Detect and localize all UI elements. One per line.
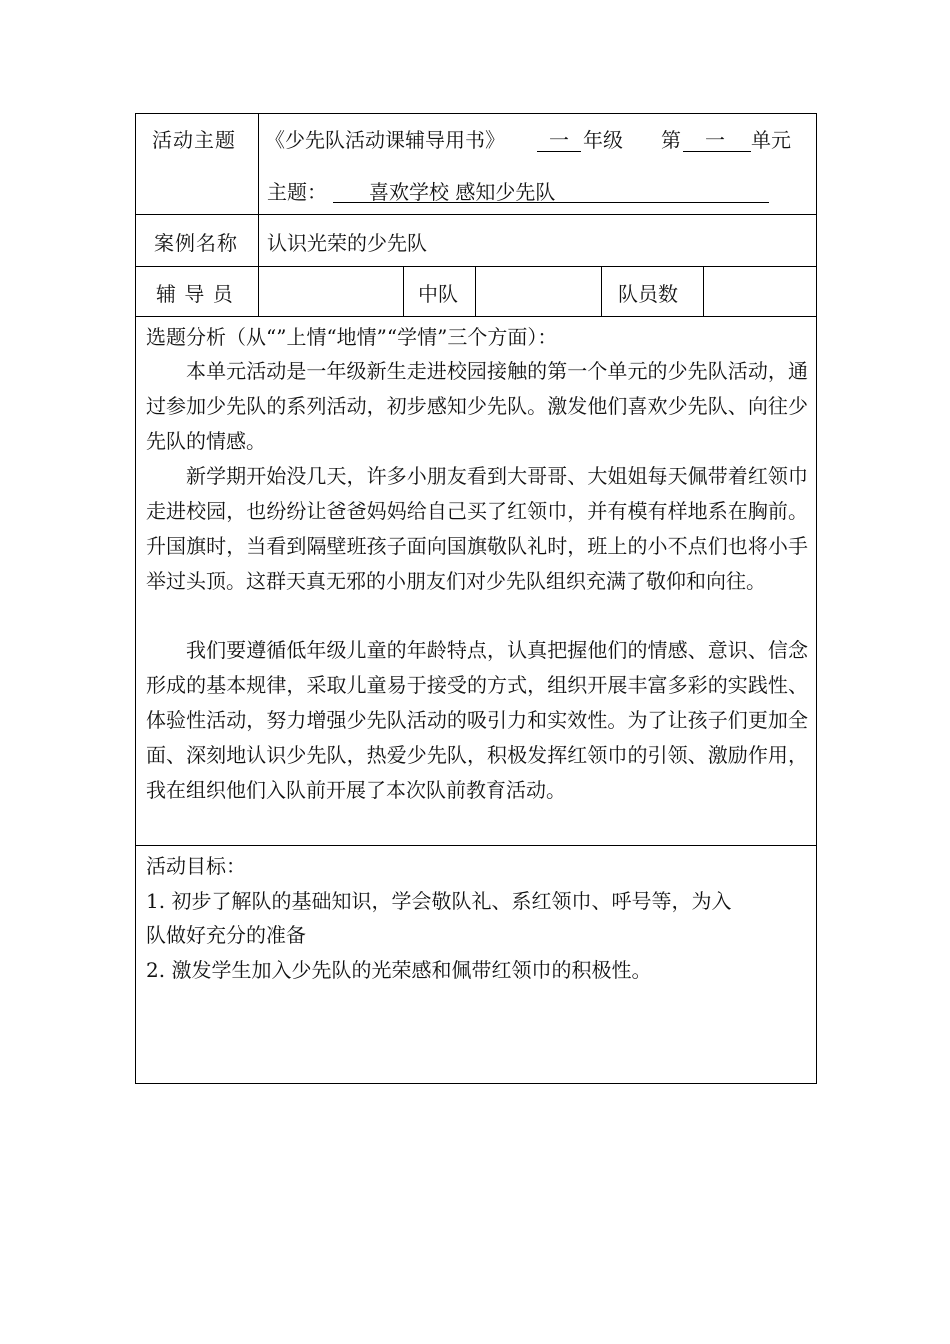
goal-item-1-line-1: 1. 初步了解队的基础知识，学会敬队礼、系红领巾、呼号等，为入 [146,889,732,913]
topic-label: 活动主题 [152,128,236,152]
theme-label: 主题： [267,180,327,204]
grade-suffix: 年级 [583,128,623,152]
case-label: 案例名称 [154,231,238,255]
analysis-row [136,317,816,846]
book-title: 《少先队活动课辅导用书》 [265,128,505,152]
squad-label-cell [404,267,476,316]
case-value-cell [259,215,816,266]
unit-suffix: 单元 [751,128,791,152]
counselor-value-cell [259,267,404,316]
squad-label: 中队 [418,282,458,306]
counselor-label-cell [136,267,259,316]
goal-item-2: 2. 激发学生加入少先队的光荣感和佩带红领巾的积极性。 [146,958,652,982]
theme-value: 喜欢学校 感知少先队 [369,180,556,204]
activity-form-table [135,113,817,1084]
members-value-cell [704,267,816,316]
case-value: 认识光荣的少先队 [267,231,427,255]
unit-value: 一 [705,128,725,152]
analysis-paragraph-3: 我们要遵循低年级儿童的年龄特点，认真把握他们的情感、意识、信念形成的基本规律，采取儿童易于接受的方式，组织开展丰富多彩的实践性、体验性活动，努力增强少先队活动的吸引力和实效性。为了让孩子们更加全面、深刻地认识少先队，热爱少先队，积极发挥红领巾的引领、激励作用，我在组织他们入队前开展了本次队前教育活动。 [146,638,808,802]
goals-row [136,846,816,1084]
topic-label-cell [136,114,259,214]
counselor-label: 辅 导 员 [156,282,234,306]
members-label: 队员数 [618,282,678,306]
info-row [136,267,816,317]
grade-value: 一 [549,128,569,152]
analysis-heading: 选题分析（从“”上情“地情”“学情”三个方面）： [146,325,558,349]
topic-value-cell [259,114,816,214]
goals-heading: 活动目标： [146,854,246,878]
analysis-paragraph-2: 新学期开始没几天，许多小朋友看到大哥哥、大姐姐每天佩带着红领巾走进校园，也纷纷让爸爸妈妈给自己买了红领巾，并有模有样地系在胸前。升国旗时，当看到隔壁班孩子面向国旗敬队礼时，班上的小不点们也将小手举过头顶。这群天真无邪的小朋友们对少先队组织充满了敬仰和向往。 [146,464,808,593]
unit-prefix: 第 [661,128,681,152]
squad-value-cell [476,267,602,316]
goal-item-1-line-2: 队做好充分的准备 [146,923,306,947]
analysis-paragraph-1: 本单元活动是一年级新生走进校园接触的第一个单元的少先队活动，通过参加少先队的系列活动，初步感知少先队。激发他们喜欢少先队、向往少先队的情感。 [146,359,808,453]
case-row [136,215,816,267]
members-label-cell [602,267,704,316]
topic-row [136,114,816,215]
case-label-cell [136,215,259,266]
